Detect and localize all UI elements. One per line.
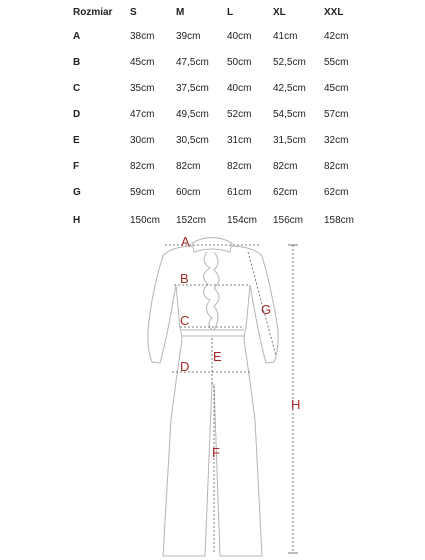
- cell-value: 52,5cm: [273, 57, 306, 68]
- cell-value: 82cm: [324, 161, 349, 172]
- cell-value: 60cm: [176, 187, 201, 198]
- cell-value: 45cm: [324, 83, 349, 94]
- cell-value: 154cm: [227, 215, 258, 226]
- row-label: C: [73, 83, 81, 94]
- cell-value: 35cm: [130, 83, 155, 94]
- cell-value: 41cm: [273, 31, 298, 42]
- cell-value: 82cm: [130, 161, 155, 172]
- right-sleeve-shape: [232, 246, 278, 363]
- cell-value: 42,5cm: [273, 83, 306, 94]
- cell-value: 50cm: [227, 57, 252, 68]
- cell-value: 59cm: [130, 187, 155, 198]
- label-e: E: [213, 349, 222, 364]
- cell-value: 82cm: [176, 161, 201, 172]
- label-f: F: [212, 445, 220, 460]
- table-row: [0, 50, 425, 76]
- jumpsuit-measurement-diagram: [0, 225, 425, 560]
- label-b: B: [180, 271, 189, 286]
- cell-value: 40cm: [227, 83, 252, 94]
- row-label: A: [73, 31, 81, 42]
- label-a: A: [181, 234, 190, 249]
- header-xl: XL: [273, 7, 286, 18]
- cell-value: 37,5cm: [176, 83, 209, 94]
- cell-value: 39cm: [176, 31, 201, 42]
- table-row: [0, 102, 425, 128]
- label-d: D: [180, 359, 190, 374]
- cell-value: 47,5cm: [176, 57, 209, 68]
- cell-value: 156cm: [273, 215, 304, 226]
- row-label: B: [73, 57, 81, 68]
- measurement-lines: [165, 245, 301, 553]
- bodice-right-side: [244, 285, 250, 340]
- table-row: [0, 180, 425, 206]
- cell-value: 150cm: [130, 215, 161, 226]
- row-label: F: [73, 161, 80, 172]
- cell-value: 52cm: [227, 109, 252, 120]
- cell-value: 152cm: [176, 215, 207, 226]
- cell-value: 55cm: [324, 57, 349, 68]
- header-rozmiar: Rozmiar: [73, 7, 113, 18]
- cell-value: 62cm: [324, 187, 349, 198]
- cell-value: 158cm: [324, 215, 355, 226]
- header-l: L: [227, 7, 234, 18]
- cell-value: 30cm: [130, 135, 155, 146]
- table-row: [0, 128, 425, 154]
- cell-value: 47cm: [130, 109, 155, 120]
- header-xxl: XXL: [324, 7, 344, 18]
- cell-value: 31,5cm: [273, 135, 306, 146]
- cell-value: 62cm: [273, 187, 298, 198]
- row-label: D: [73, 109, 81, 120]
- header-m: M: [176, 7, 185, 18]
- table-header-row: [0, 0, 425, 26]
- cell-value: 61cm: [227, 187, 252, 198]
- measurement-labels: [180, 234, 300, 460]
- waist-band: [182, 330, 244, 336]
- jumpsuit-outline: [148, 238, 278, 557]
- row-label: G: [73, 187, 81, 198]
- cell-value: 45cm: [130, 57, 155, 68]
- row-label: E: [73, 135, 80, 146]
- cell-value: 31cm: [227, 135, 252, 146]
- label-h: H: [291, 397, 301, 412]
- label-c: C: [180, 313, 190, 328]
- table-row: [0, 154, 425, 180]
- cell-value: 32cm: [324, 135, 349, 146]
- header-s: S: [130, 7, 137, 18]
- cell-value: 40cm: [227, 31, 252, 42]
- table-row: [0, 24, 425, 50]
- label-g: G: [261, 302, 272, 317]
- row-label: H: [73, 215, 81, 226]
- cell-value: 49,5cm: [176, 109, 209, 120]
- cell-value: 82cm: [273, 161, 298, 172]
- ruffle-front: [203, 252, 219, 330]
- table-row: [0, 76, 425, 102]
- cell-value: 82cm: [227, 161, 252, 172]
- left-sleeve-shape: [148, 246, 192, 363]
- cell-value: 30,5cm: [176, 135, 209, 146]
- cell-value: 54,5cm: [273, 109, 306, 120]
- cell-value: 38cm: [130, 31, 155, 42]
- cell-value: 42cm: [324, 31, 349, 42]
- cell-value: 57cm: [324, 109, 349, 120]
